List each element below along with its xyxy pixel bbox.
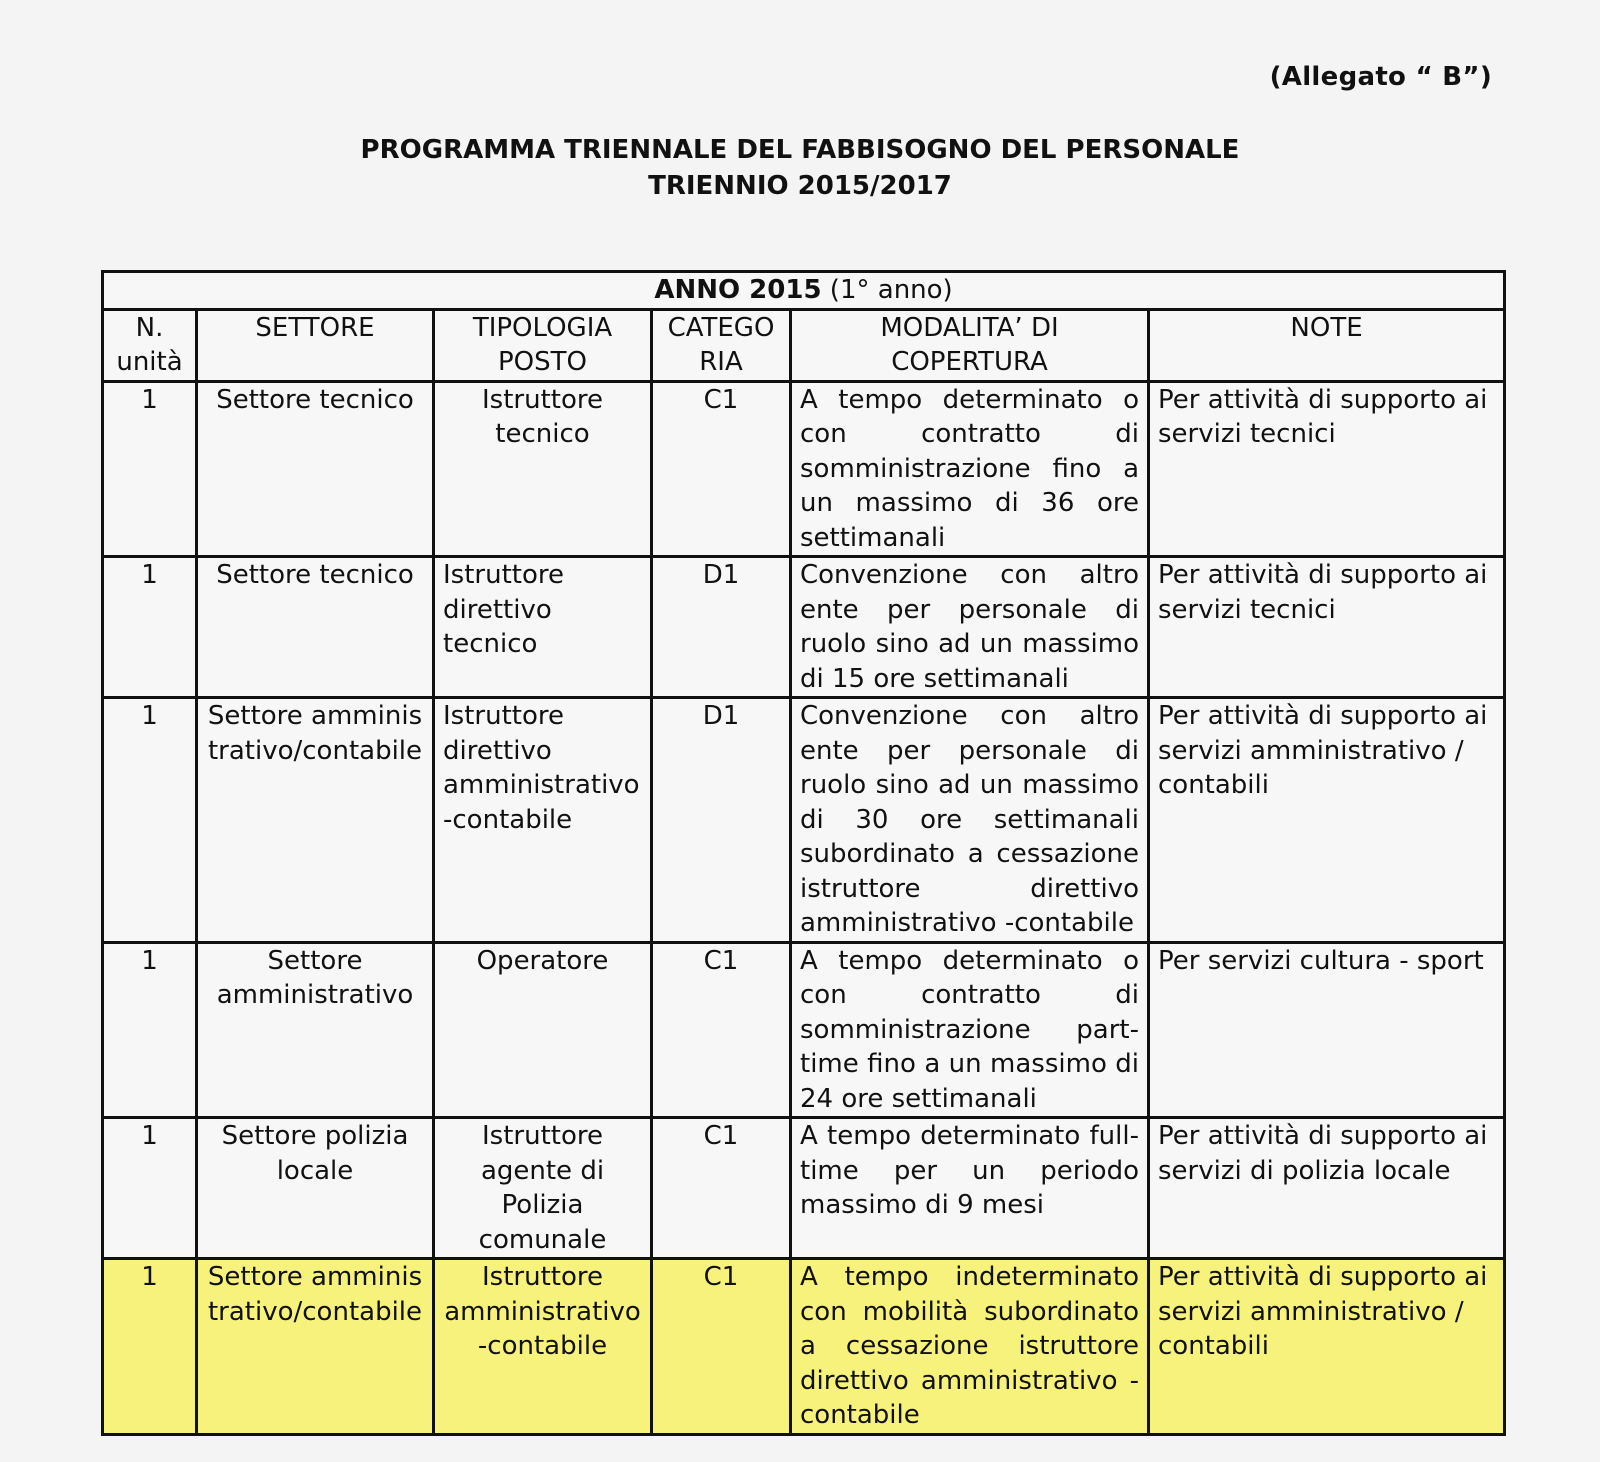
year-header (103, 272, 1505, 310)
cell-tipologia: Istruttore direttivo amministrativo -contabile (434, 698, 652, 943)
cell-modalita: Convenzione con altro ente per personale di ruolo sino ad un massimo di 15 ore settimanali (791, 557, 1149, 698)
cell-tipologia: Istruttore agente di Polizia comunale (434, 1118, 652, 1259)
cell-settore: Settore polizia locale (197, 1118, 434, 1259)
cell-modalita: A tempo determinato full-time per un periodo massimo di 9 mesi (791, 1118, 1149, 1259)
cell-categoria: D1 (652, 698, 791, 943)
cell-categoria: C1 (652, 942, 791, 1118)
cell-n: 1 (103, 942, 197, 1118)
cell-settore: Settore amministrativo/contabile (197, 698, 434, 943)
cell-settore: Settore tecnico (197, 381, 434, 557)
title-line-1: PROGRAMMA TRIENNALE DEL FABBISOGNO DEL PERSONALE (360, 135, 1240, 165)
cell-n: 1 (103, 1259, 197, 1435)
cell-tipologia: Istruttore direttivo tecnico (434, 557, 652, 698)
cell-modalita: Convenzione con altro ente per personale di ruolo sino ad un massimo di 30 ore settimanali subordinato a cessazione istruttore direttivo amministrativo -contabile (791, 698, 1149, 943)
cell-modalita: A tempo indeterminato con mobilità subordinato a cessazione istruttore direttivo amministrativo -contabile (791, 1259, 1149, 1435)
col-header-tipologia: TIPOLOGIA POSTO (434, 309, 652, 381)
col-header-n: N. unità (103, 309, 197, 381)
cell-n: 1 (103, 698, 197, 943)
col-header-categoria: CATEGO RIA (652, 309, 791, 381)
annex-label: (Allegato “ B”) (1269, 62, 1492, 92)
cell-note: Per attività di supporto ai servizi tecnici (1149, 381, 1505, 557)
column-header-row (103, 309, 1505, 381)
cell-categoria: D1 (652, 557, 791, 698)
cell-modalita: A tempo determinato o con contratto di somministrazione fino a un massimo di 36 ore settimanali (791, 381, 1149, 557)
table-row (103, 1118, 1505, 1259)
cell-n: 1 (103, 557, 197, 698)
cell-note: Per attività di supporto ai servizi di polizia locale (1149, 1118, 1505, 1259)
cell-settore: Settore tecnico (197, 557, 434, 698)
cell-n: 1 (103, 381, 197, 557)
cell-categoria: C1 (652, 381, 791, 557)
cell-tipologia: Istruttore tecnico (434, 381, 652, 557)
table-row (103, 698, 1505, 943)
cell-categoria: C1 (652, 1118, 791, 1259)
cell-note: Per attività di supporto ai servizi tecnici (1149, 557, 1505, 698)
document-title (0, 132, 1600, 204)
col-header-settore: SETTORE (197, 309, 434, 381)
cell-modalita: A tempo determinato o con contratto di somministrazione part-time fino a un massimo di 24 ore settimanali (791, 942, 1149, 1118)
cell-n: 1 (103, 1118, 197, 1259)
cell-categoria: C1 (652, 1259, 791, 1435)
col-header-note: NOTE (1149, 309, 1505, 381)
table-row (103, 942, 1505, 1118)
table-row (103, 381, 1505, 557)
cell-note: Per attività di supporto ai servizi amministrativo / contabili (1149, 698, 1505, 943)
cell-note: Per attività di supporto ai servizi amministrativo / contabili (1149, 1259, 1505, 1435)
staffing-table (101, 270, 1506, 1436)
table-row (103, 557, 1505, 698)
col-header-modalita: MODALITA’ DI COPERTURA (791, 309, 1149, 381)
year-title: ANNO 2015 (654, 275, 822, 305)
cell-tipologia: Operatore (434, 942, 652, 1118)
year-note: (1° anno) (821, 275, 953, 305)
table-row-highlighted (103, 1259, 1505, 1435)
cell-note: Per servizi cultura - sport (1149, 942, 1505, 1118)
title-line-2: TRIENNIO 2015/2017 (648, 171, 952, 201)
cell-settore: Settore amministrativo (197, 942, 434, 1118)
cell-tipologia: Istruttore amministrativo -contabile (434, 1259, 652, 1435)
cell-settore: Settore amministrativo/contabile (197, 1259, 434, 1435)
